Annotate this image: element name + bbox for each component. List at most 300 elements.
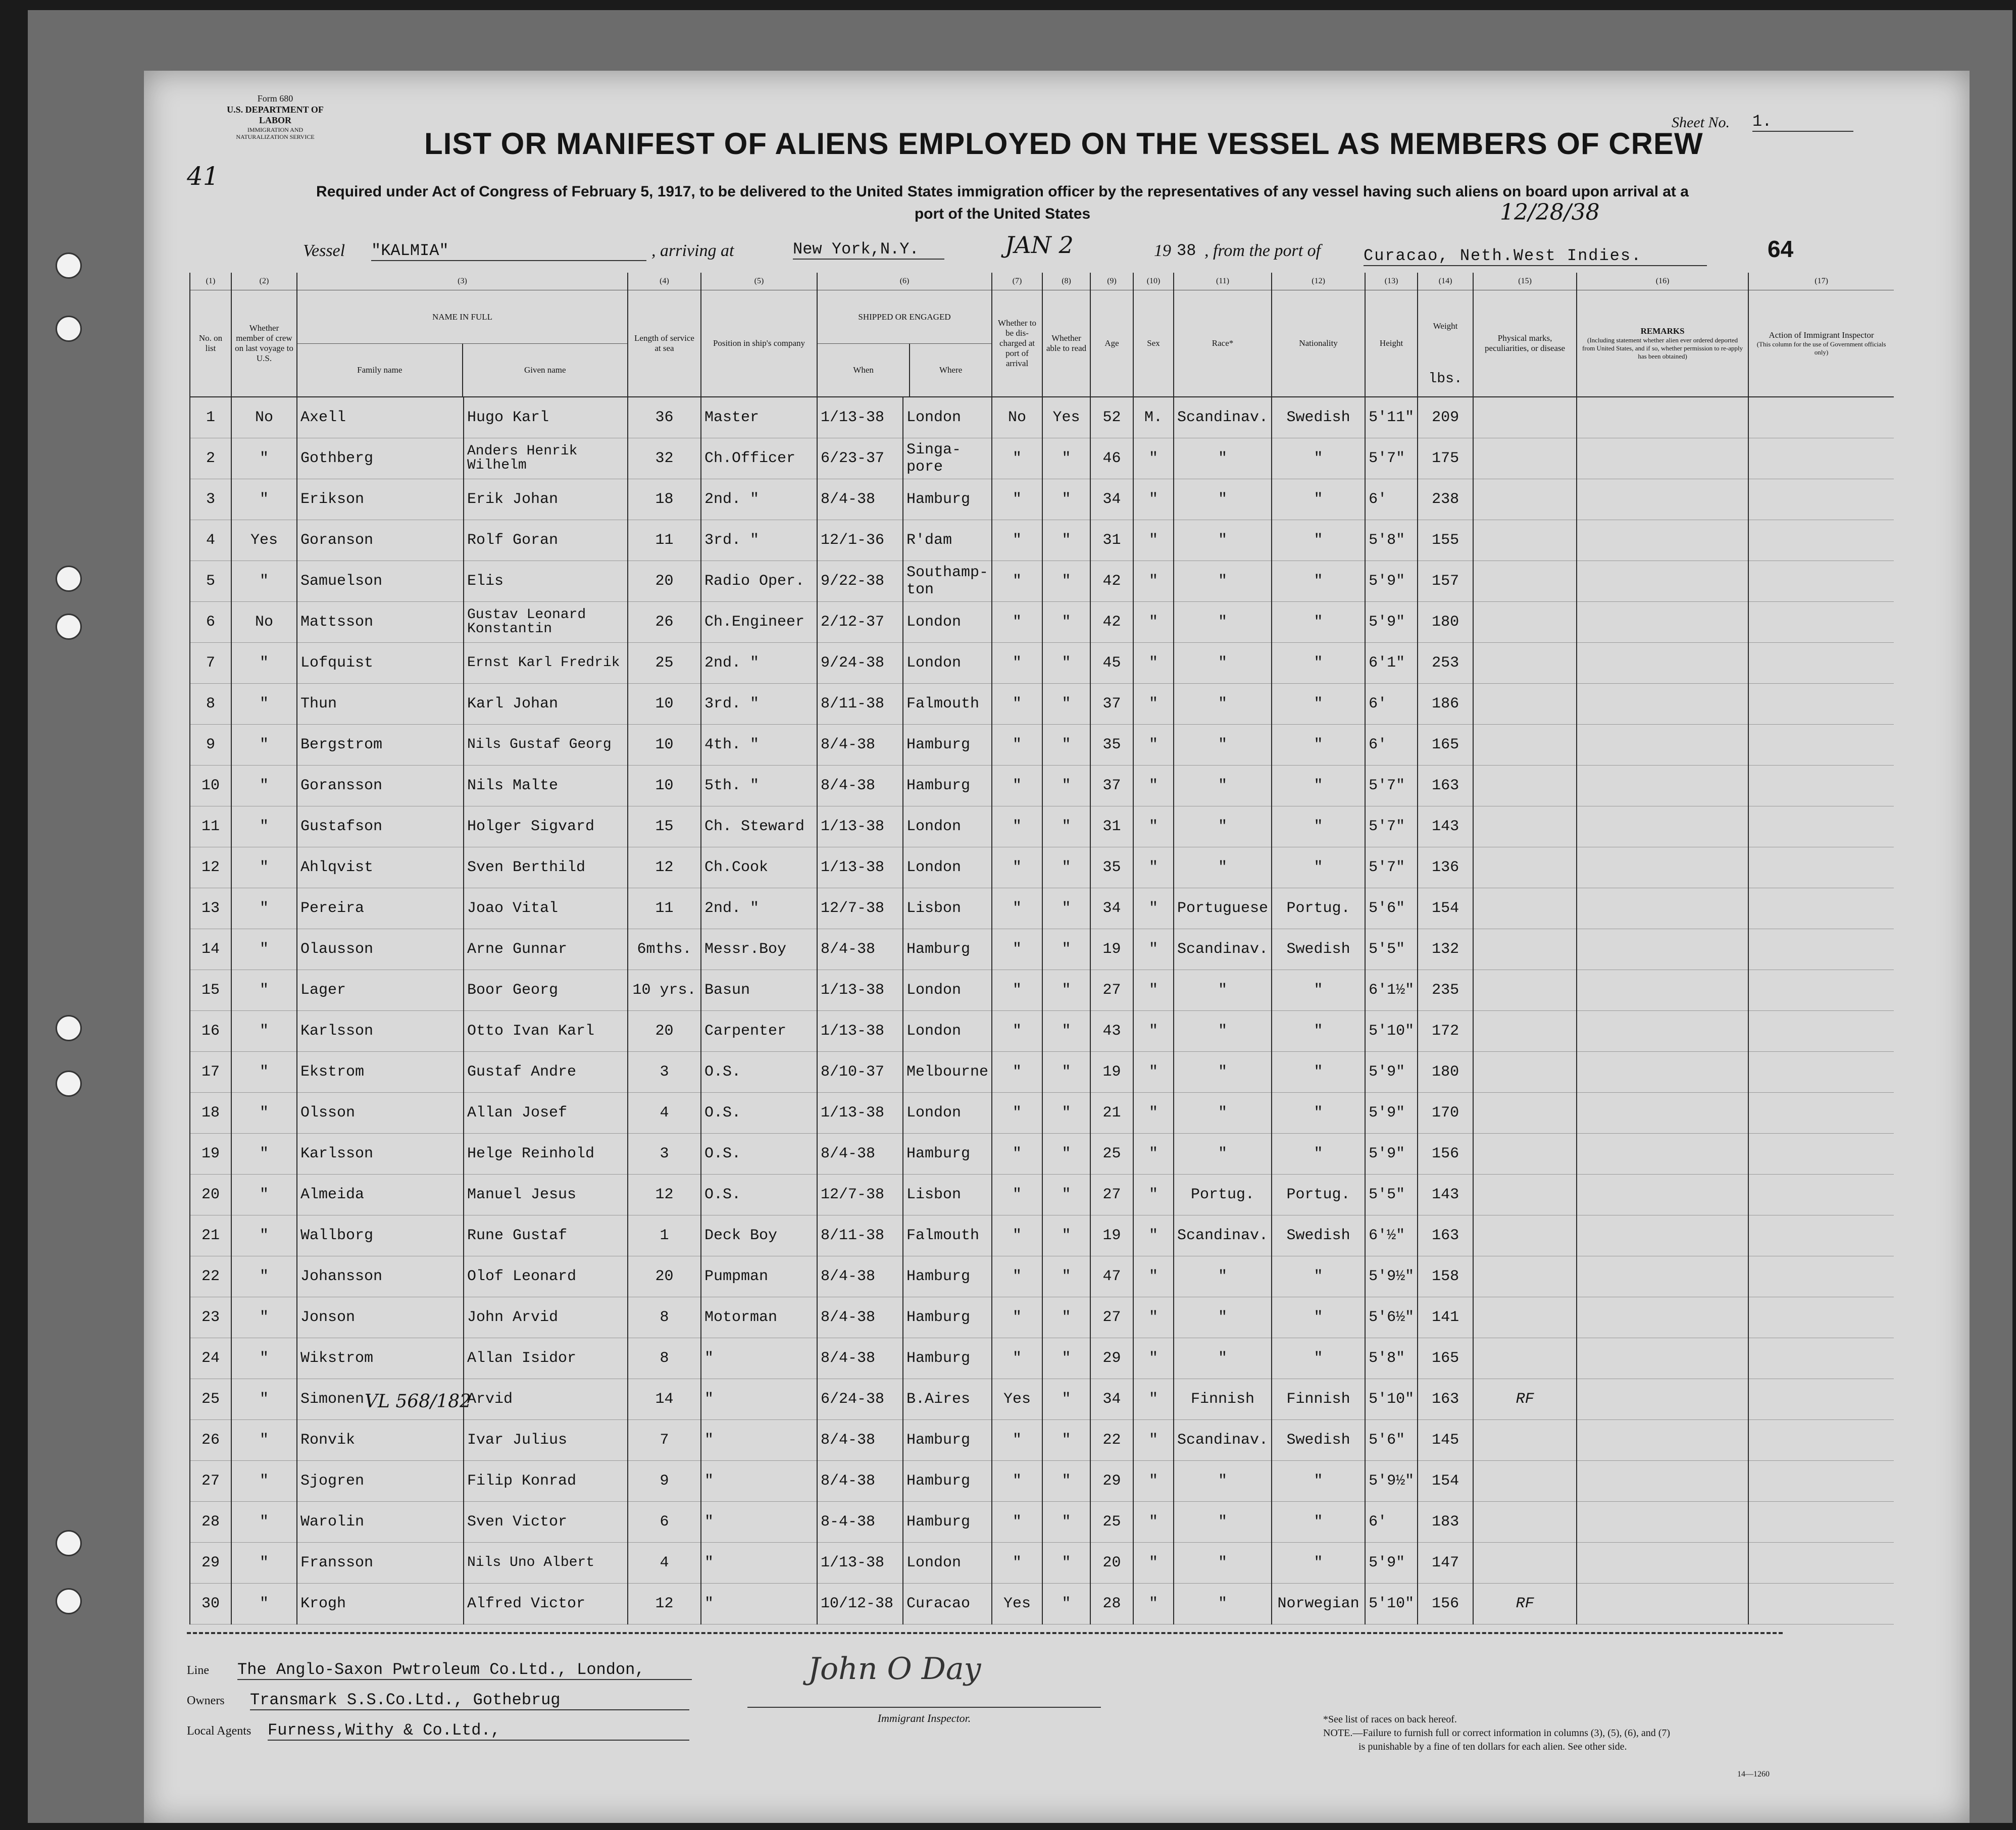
header-member-last-voyage: Whether member of crew on last voyage to U.S. — [231, 290, 297, 397]
service-length: 11 — [628, 888, 701, 929]
weight: 183 — [1418, 1502, 1473, 1543]
table-row — [190, 1052, 1894, 1093]
col-num: (14) — [1418, 273, 1473, 290]
shipped-when: 12/1-36 — [817, 520, 903, 561]
race: " — [1174, 438, 1272, 479]
family-name: Karlsson — [297, 1134, 464, 1175]
height: 5'11" — [1365, 397, 1418, 438]
height: 5'8" — [1365, 520, 1418, 561]
inspector-action — [1748, 1297, 1894, 1338]
inspector-action — [1748, 725, 1894, 766]
discharged: " — [992, 1011, 1042, 1052]
able-to-read: " — [1042, 438, 1090, 479]
action-note: (This column for the use of Government officials only) — [1756, 340, 1886, 356]
given-name: Elis — [464, 561, 628, 602]
position: O.S. — [701, 1175, 817, 1215]
shipped-where: London — [903, 970, 992, 1011]
from-port: Curacao, Neth.West Indies. — [1364, 246, 1707, 266]
row-number: 19 — [190, 1134, 231, 1175]
discharged: " — [992, 1420, 1042, 1461]
member-last-voyage: " — [231, 1338, 297, 1379]
row-number: 15 — [190, 970, 231, 1011]
row-number: 26 — [190, 1420, 231, 1461]
table-row — [190, 725, 1894, 766]
given-name: Nils Malte — [464, 766, 628, 806]
remarks — [1577, 1338, 1748, 1379]
nationality: " — [1272, 1461, 1365, 1502]
family-name: Fransson — [297, 1543, 464, 1584]
row-number: 24 — [190, 1338, 231, 1379]
member-last-voyage: " — [231, 643, 297, 684]
shipped-where: Hamburg — [903, 479, 992, 520]
table-row — [190, 438, 1894, 479]
owners-label: Owners — [187, 1694, 225, 1707]
height: 5'9" — [1365, 1052, 1418, 1093]
column-header-row — [190, 290, 1894, 397]
inspector-action — [1748, 520, 1894, 561]
member-last-voyage: " — [231, 684, 297, 725]
race: Scandinav. — [1174, 1420, 1272, 1461]
age: 27 — [1090, 1297, 1133, 1338]
inspector-action — [1748, 602, 1894, 643]
family-name: Krogh — [297, 1584, 464, 1624]
age: 47 — [1090, 1256, 1133, 1297]
physical-marks — [1473, 1297, 1577, 1338]
weight: 154 — [1418, 1461, 1473, 1502]
height: 5'9" — [1365, 602, 1418, 643]
family-name: Olsson — [297, 1093, 464, 1134]
position: Basun — [701, 970, 817, 1011]
sex: M. — [1133, 397, 1174, 438]
shipped-when: 8/4-38 — [817, 929, 903, 970]
height: 5'10" — [1365, 1011, 1418, 1052]
shipped-where: London — [903, 602, 992, 643]
service-length: 10 — [628, 684, 701, 725]
family-name: Goransson — [297, 766, 464, 806]
line-label: Line — [187, 1664, 209, 1677]
physical-marks — [1473, 766, 1577, 806]
discharged: " — [992, 847, 1042, 888]
shipped-when: 8/4-38 — [817, 1134, 903, 1175]
member-last-voyage: " — [231, 888, 297, 929]
able-to-read: " — [1042, 1543, 1090, 1584]
physical-marks — [1473, 1338, 1577, 1379]
nationality: Finnish — [1272, 1379, 1365, 1420]
row-number: 10 — [190, 766, 231, 806]
able-to-read: " — [1042, 725, 1090, 766]
position: 2nd. " — [701, 479, 817, 520]
age: 45 — [1090, 643, 1133, 684]
shipped-when: 8/4-38 — [817, 725, 903, 766]
physical-marks — [1473, 847, 1577, 888]
able-to-read: " — [1042, 806, 1090, 847]
table-row — [190, 602, 1894, 643]
from-label: , from the port of — [1204, 241, 1321, 260]
inspector-action — [1748, 1584, 1894, 1624]
physical-marks: RF — [1473, 1584, 1577, 1624]
age: 46 — [1090, 438, 1133, 479]
family-name: Lofquist — [297, 643, 464, 684]
position: Master — [701, 397, 817, 438]
given-name: Gustav Leonard Konstantin — [464, 602, 628, 643]
height: 5'9½" — [1365, 1461, 1418, 1502]
remarks — [1577, 1011, 1748, 1052]
print-code: 14—1260 — [1737, 1770, 1770, 1778]
age: 35 — [1090, 847, 1133, 888]
fine-note-1: NOTE.—Failure to furnish full or correct information in columns (3), (5), (6), and (7) — [1323, 1727, 1671, 1739]
shipped-where: Falmouth — [903, 1215, 992, 1256]
nationality: " — [1272, 438, 1365, 479]
nationality: Swedish — [1272, 929, 1365, 970]
age: 42 — [1090, 602, 1133, 643]
discharged: " — [992, 1134, 1042, 1175]
age: 31 — [1090, 806, 1133, 847]
weight: 165 — [1418, 1338, 1473, 1379]
member-last-voyage: Yes — [231, 520, 297, 561]
able-to-read: " — [1042, 1052, 1090, 1093]
service-length: 14 — [628, 1379, 701, 1420]
shipped-when: 8/4-38 — [817, 766, 903, 806]
row-number: 29 — [190, 1543, 231, 1584]
table-row — [190, 1584, 1894, 1624]
position: Pumpman — [701, 1256, 817, 1297]
able-to-read: " — [1042, 1215, 1090, 1256]
member-last-voyage: No — [231, 602, 297, 643]
given-name: Rune Gustaf — [464, 1215, 628, 1256]
age: 19 — [1090, 1052, 1133, 1093]
height: 5'7" — [1365, 766, 1418, 806]
race: " — [1174, 1011, 1272, 1052]
sex: " — [1133, 438, 1174, 479]
service-length: 9 — [628, 1461, 701, 1502]
subtitle-line-2: port of the United States — [914, 205, 1091, 222]
race: " — [1174, 561, 1272, 602]
shipped-where: Hamburg — [903, 1256, 992, 1297]
discharged: " — [992, 929, 1042, 970]
position: Carpenter — [701, 1011, 817, 1052]
shipped-when: 1/13-38 — [817, 1093, 903, 1134]
weight: 163 — [1418, 1379, 1473, 1420]
service-length: 20 — [628, 561, 701, 602]
remarks-note: (Including statement whether alien ever ordered deported from United States, and if so, whether permission to re-apply has been obtained) — [1582, 336, 1743, 360]
discharged: Yes — [992, 1379, 1042, 1420]
race: " — [1174, 1338, 1272, 1379]
discharged: " — [992, 1052, 1042, 1093]
race: " — [1174, 970, 1272, 1011]
inspector-action — [1748, 970, 1894, 1011]
sex: " — [1133, 806, 1174, 847]
remarks — [1577, 806, 1748, 847]
shipped-when: 8/4-38 — [817, 1338, 903, 1379]
shipped-when: 8/4-38 — [817, 1461, 903, 1502]
remarks — [1577, 520, 1748, 561]
discharged: " — [992, 684, 1042, 725]
nationality: Norwegian — [1272, 1584, 1365, 1624]
service-length: 25 — [628, 643, 701, 684]
weight: 158 — [1418, 1256, 1473, 1297]
family-name: Karlsson — [297, 1011, 464, 1052]
family-name: Simonen — [297, 1379, 464, 1420]
remarks — [1577, 766, 1748, 806]
physical-marks — [1473, 602, 1577, 643]
weight: 172 — [1418, 1011, 1473, 1052]
col-num: (10) — [1133, 273, 1174, 290]
nationality: " — [1272, 1502, 1365, 1543]
able-to-read: " — [1042, 1379, 1090, 1420]
shipped-when: 12/7-38 — [817, 888, 903, 929]
nationality: " — [1272, 1338, 1365, 1379]
member-last-voyage: " — [231, 561, 297, 602]
race: " — [1174, 1543, 1272, 1584]
physical-marks — [1473, 806, 1577, 847]
age: 42 — [1090, 561, 1133, 602]
given-name: Alfred Victor — [464, 1584, 628, 1624]
race: " — [1174, 1256, 1272, 1297]
table-row — [190, 479, 1894, 520]
row-number: 8 — [190, 684, 231, 725]
arriving-port: New York,N.Y. — [793, 240, 944, 260]
able-to-read: " — [1042, 847, 1090, 888]
inspector-action — [1748, 1379, 1894, 1420]
weight: 180 — [1418, 602, 1473, 643]
header-race: Race* — [1174, 290, 1272, 397]
nationality: " — [1272, 643, 1365, 684]
header-height: Height — [1365, 290, 1418, 397]
nationality: " — [1272, 1093, 1365, 1134]
given-name: Sven Victor — [464, 1502, 628, 1543]
height: 6' — [1365, 1502, 1418, 1543]
position: " — [701, 1502, 817, 1543]
service-length: 12 — [628, 1584, 701, 1624]
table-row — [190, 1338, 1894, 1379]
able-to-read: " — [1042, 1256, 1090, 1297]
family-name: Almeida — [297, 1175, 464, 1215]
family-name: Gustafson — [297, 806, 464, 847]
position: Radio Oper. — [701, 561, 817, 602]
height: 6'1½" — [1365, 970, 1418, 1011]
inspector-action — [1748, 438, 1894, 479]
inspector-action — [1748, 766, 1894, 806]
nationality: Portug. — [1272, 888, 1365, 929]
shipped-where: Hamburg — [903, 1338, 992, 1379]
sex: " — [1133, 929, 1174, 970]
position: Ch.Engineer — [701, 602, 817, 643]
table-row — [190, 397, 1894, 438]
discharged: " — [992, 561, 1042, 602]
table-row — [190, 766, 1894, 806]
weight: 235 — [1418, 970, 1473, 1011]
age: 29 — [1090, 1461, 1133, 1502]
row-number: 16 — [190, 1011, 231, 1052]
sex: " — [1133, 1502, 1174, 1543]
page-number: 64 — [1768, 236, 1794, 262]
form-number: Form 680 — [257, 93, 293, 104]
member-last-voyage: " — [231, 929, 297, 970]
service-length: 3 — [628, 1134, 701, 1175]
service-length: 20 — [628, 1256, 701, 1297]
age: 22 — [1090, 1420, 1133, 1461]
race: " — [1174, 725, 1272, 766]
weight: 154 — [1418, 888, 1473, 929]
race: " — [1174, 1502, 1272, 1543]
shipped-when: 10/12-38 — [817, 1584, 903, 1624]
sex: " — [1133, 1338, 1174, 1379]
form-identifier — [225, 93, 326, 141]
sheet-number: 1. — [1752, 112, 1853, 132]
race: Scandinav. — [1174, 929, 1272, 970]
position: Deck Boy — [701, 1215, 817, 1256]
member-last-voyage: " — [231, 1175, 297, 1215]
service-length: 6mths. — [628, 929, 701, 970]
remarks — [1577, 1379, 1748, 1420]
page-title: LIST OR MANIFEST OF ALIENS EMPLOYED ON THE VESSEL AS MEMBERS OF CREW — [424, 127, 1703, 161]
given-name: Gustaf Andre — [464, 1052, 628, 1093]
shipped-where: R'dam — [903, 520, 992, 561]
service-length: 15 — [628, 806, 701, 847]
position: " — [701, 1338, 817, 1379]
shipped-where: London — [903, 397, 992, 438]
weight: 180 — [1418, 1052, 1473, 1093]
service-length: 10 yrs. — [628, 970, 701, 1011]
row-number: 5 — [190, 561, 231, 602]
table-row — [190, 970, 1894, 1011]
col-num: (8) — [1042, 273, 1090, 290]
height: 6'½" — [1365, 1215, 1418, 1256]
discharged: " — [992, 1338, 1042, 1379]
height: 6'1" — [1365, 643, 1418, 684]
discharged: " — [992, 520, 1042, 561]
arrival-date-handwritten: JAN 2 — [1005, 231, 1074, 259]
age: 52 — [1090, 397, 1133, 438]
sex: " — [1133, 1420, 1174, 1461]
race: " — [1174, 684, 1272, 725]
table-row — [190, 847, 1894, 888]
given-name: Helge Reinhold — [464, 1134, 628, 1175]
row-number: 22 — [190, 1256, 231, 1297]
discharged: " — [992, 970, 1042, 1011]
shipped-where: Hamburg — [903, 1134, 992, 1175]
member-last-voyage: No — [231, 397, 297, 438]
nationality: " — [1272, 1256, 1365, 1297]
sex: " — [1133, 1379, 1174, 1420]
age: 35 — [1090, 725, 1133, 766]
given-name: Hugo Karl — [464, 397, 628, 438]
weight: 253 — [1418, 643, 1473, 684]
when-label: When — [818, 344, 910, 396]
owners-value: Transmark S.S.Co.Ltd., Gothebrug — [250, 1691, 689, 1710]
shipped-where: B.Aires — [903, 1379, 992, 1420]
service-length: 12 — [628, 847, 701, 888]
position: Ch.Cook — [701, 847, 817, 888]
able-to-read: " — [1042, 602, 1090, 643]
remarks — [1577, 847, 1748, 888]
given-name: Filip Konrad — [464, 1461, 628, 1502]
remarks — [1577, 643, 1748, 684]
discharged: " — [992, 766, 1042, 806]
col-num: (11) — [1174, 273, 1272, 290]
shipped-when: 8-4-38 — [817, 1502, 903, 1543]
height: 6' — [1365, 684, 1418, 725]
physical-marks — [1473, 1461, 1577, 1502]
remarks — [1577, 1297, 1748, 1338]
family-name: Pereira — [297, 888, 464, 929]
able-to-read: " — [1042, 1134, 1090, 1175]
service-length: 10 — [628, 725, 701, 766]
row-number: 7 — [190, 643, 231, 684]
table-row — [190, 1420, 1894, 1461]
nationality: " — [1272, 847, 1365, 888]
inspector-action — [1748, 1215, 1894, 1256]
sheet-label: Sheet No. — [1672, 114, 1730, 131]
shipped-when: 12/7-38 — [817, 1175, 903, 1215]
race: Portuguese — [1174, 888, 1272, 929]
col-num: (13) — [1365, 273, 1418, 290]
given-name: Joao Vital — [464, 888, 628, 929]
given-name: Boor Georg — [464, 970, 628, 1011]
height: 5'6½" — [1365, 1297, 1418, 1338]
shipped-when: 1/13-38 — [817, 847, 903, 888]
agents-value: Furness,Withy & Co.Ltd., — [268, 1721, 689, 1741]
member-last-voyage: " — [231, 1134, 297, 1175]
inspector-action — [1748, 1134, 1894, 1175]
shipped-where: Hamburg — [903, 725, 992, 766]
discharged: " — [992, 602, 1042, 643]
shipped-when: 8/10-37 — [817, 1052, 903, 1093]
nationality: " — [1272, 1052, 1365, 1093]
discharged: " — [992, 1093, 1042, 1134]
given-name-label: Given name — [524, 365, 566, 375]
physical-marks — [1473, 1256, 1577, 1297]
family-name: Axell — [297, 397, 464, 438]
physical-marks — [1473, 1175, 1577, 1215]
height: 5'9½" — [1365, 1256, 1418, 1297]
able-to-read: " — [1042, 929, 1090, 970]
weight: 209 — [1418, 397, 1473, 438]
nationality: " — [1272, 1134, 1365, 1175]
family-name: Bergstrom — [297, 725, 464, 766]
col-num: (3) — [297, 273, 628, 290]
service-length: 20 — [628, 1011, 701, 1052]
remarks — [1577, 929, 1748, 970]
physical-marks — [1473, 1134, 1577, 1175]
age: 31 — [1090, 520, 1133, 561]
row-number: 18 — [190, 1093, 231, 1134]
row-number: 17 — [190, 1052, 231, 1093]
family-name: Ahlqvist — [297, 847, 464, 888]
physical-marks — [1473, 684, 1577, 725]
remarks — [1577, 1420, 1748, 1461]
table-row — [190, 1093, 1894, 1134]
remarks — [1577, 1502, 1748, 1543]
physical-marks — [1473, 1093, 1577, 1134]
member-last-voyage: " — [231, 1052, 297, 1093]
race: " — [1174, 643, 1272, 684]
able-to-read: " — [1042, 1338, 1090, 1379]
col-num: (17) — [1748, 273, 1894, 290]
physical-marks — [1473, 397, 1577, 438]
physical-marks — [1473, 1011, 1577, 1052]
sex: " — [1133, 1052, 1174, 1093]
shipped-when: 8/4-38 — [817, 1297, 903, 1338]
remarks — [1577, 438, 1748, 479]
row-number: 14 — [190, 929, 231, 970]
shipped-when: 8/4-38 — [817, 479, 903, 520]
race: " — [1174, 479, 1272, 520]
remarks — [1577, 684, 1748, 725]
crew-rows — [190, 397, 1894, 1624]
punch-hole — [56, 1588, 82, 1614]
able-to-read: " — [1042, 1011, 1090, 1052]
